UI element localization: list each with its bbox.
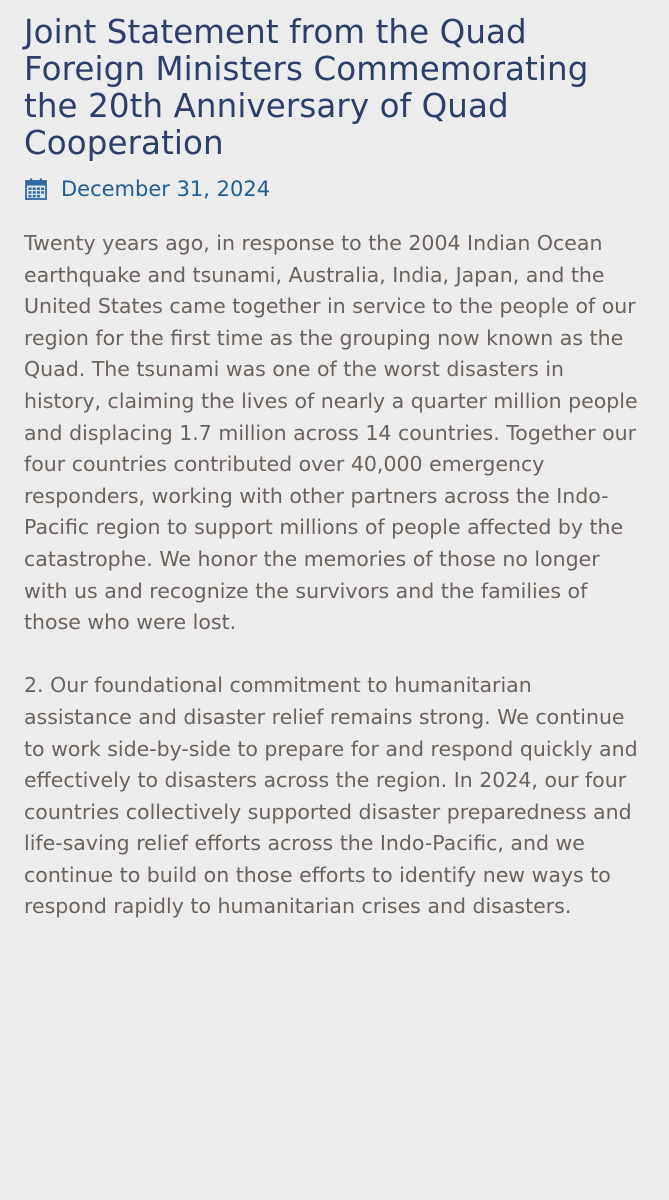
body-paragraph: 2. Our foundational commitment to humanitarian assistance and disaster relief remains strong. We continue to work side-by-side to prepare for and respond quickly and effectively to disasters across the region. In 2024, our four countries collectively supported disaster preparedness and life-saving relief efforts across the Indo-Pacific, and we continue to build on those efforts to identify new ways to respond rapidly to humanitarian crises and disasters. <box>24 673 638 919</box>
calendar-icon <box>24 177 48 201</box>
body-paragraph: Twenty years ago, in response to the 2004 Indian Ocean earthquake and tsunami, Australia, India, Japan, and the United States came together in service to the people of our region for the first time as the grouping now known as the Quad. The tsunami was one of the worst disasters in history, claiming the lives of nearly a quarter million people and displacing 1.7 million across 14 countries. Together our four countries contributed over 40,000 emergency responders, working with other partners across the Indo-Pacific region to support millions of people affected by the catastrophe. We honor the memories of those no longer with us and recognize the survivors and the families of those who were lost. <box>24 231 638 635</box>
article-date: December 31, 2024 <box>61 177 271 201</box>
article-dateline <box>24 171 645 207</box>
article-body <box>24 228 645 923</box>
article-title: Joint Statement from the Quad Foreign Ministers Commemorating the 20th Anniversary of Quad Cooperation <box>24 13 589 162</box>
